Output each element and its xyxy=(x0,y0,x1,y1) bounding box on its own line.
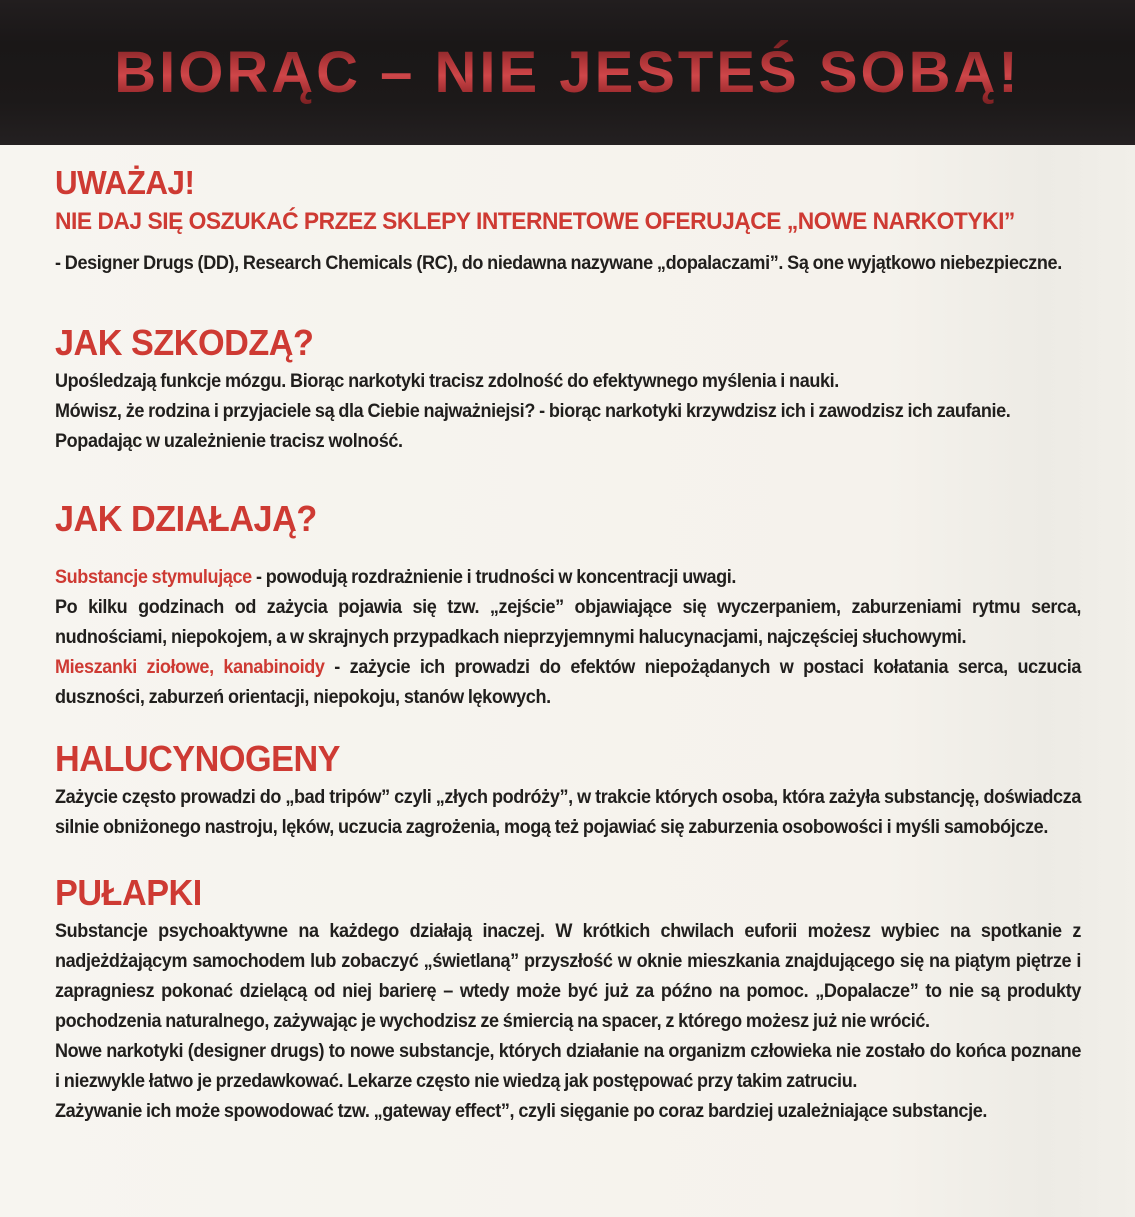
section-jak-szkodza-line-1: Upośledzają funkcje mózgu. Biorąc narkotyki tracisz zdolność do efektywnego myślenia i nauki. xyxy=(55,371,839,392)
paragraph-pulapki-2: Nowe narkotyki (designer drugs) to nowe substancje, których działanie na organizm człowieka nie zostało do końca poznane i niezwykle łatwo je przedawkować. Lekarze często nie wiedzą jak postępować przy takim zatruciu. xyxy=(55,1041,1081,1092)
red-lead-stymulujace: Substancje stymulujące xyxy=(55,567,252,588)
paragraph-pulapki-1: Substancje psychoaktywne na każdego działają inaczej. W krótkich chwilach euforii możesz wybiec na spotkanie z nadjeżdżającym samochodem lub zobaczyć „świetlaną” przyszłość w oknie mieszkania znajdującego się na piątym piętrze i zapragniesz pokonać dzielącą od niej barierę – wtedy może być już za późno na pomoc. „Dopalacze” to nie są produkty pochodzenia naturalnego, zażywając je wychodzisz ze śmiercią na spacer, z którego możesz już nie wrócić. xyxy=(55,921,1081,1032)
content-inner xyxy=(55,165,1081,1127)
section-jak-dzialaja xyxy=(55,499,1081,713)
section-jak-szkodza-heading: JAK SZKODZĄ? xyxy=(55,322,314,363)
section-uwazaj xyxy=(55,165,1081,279)
section-jak-szkodza-line-3: Popadając w uzależnienie tracisz wolność. xyxy=(55,431,403,452)
section-pulapki xyxy=(55,873,1081,1127)
red-lead-mieszanki: Mieszanki ziołowe, kanabinoidy xyxy=(55,657,325,678)
banner-title: BIORĄC – NIE JESTEŚ SOBĄ! xyxy=(114,40,1021,105)
paragraph-stymulujace-text: - powodują rozdrażnienie i trudności w koncentracji uwagi. xyxy=(251,567,737,588)
section-halucynogeny xyxy=(55,739,1081,843)
section-halucynogeny-heading: HALUCYNOGENY xyxy=(55,738,341,779)
paragraph-mieszanki-text: - zażycie ich prowadzi do efektów niepożądanych w postaci kołatania serca, uczucia duszności, zaburzeń orientacji, niepokoju, stanów lękowych. xyxy=(55,657,1082,708)
banner xyxy=(0,0,1135,145)
paragraph-stymulujace xyxy=(55,563,1081,593)
section-uwazaj-heading: UWAŻAJ! xyxy=(55,164,195,201)
paragraph-bad-tripy: Zażycie często prowadzi do „bad tripów” czyli „złych podróży”, w trakcie których osoba, która zażyła substancję, doświadcza silnie obniżonego nastroju, lęków, uczucia zagrożenia, mogą też pojawiać się zaburzenia osobowości i myśli samobójcze. xyxy=(55,787,1081,838)
section-pulapki-heading: PUŁAPKI xyxy=(55,872,202,913)
section-jak-szkodza xyxy=(55,323,1081,457)
paragraph-pulapki-3: Zażywanie ich może spowodować tzw. „gateway effect”, czyli sięganie po coraz bardziej uzależniające substancje. xyxy=(55,1101,988,1122)
section-jak-szkodza-line-2: Mówisz, że rodzina i przyjaciele są dla Ciebie najważniejsi? - biorąc narkotyki krzywdzisz ich i zawodzisz ich zaufanie. xyxy=(55,401,1011,422)
section-jak-dzialaja-heading: JAK DZIAŁAJĄ? xyxy=(55,498,317,539)
section-uwazaj-body-line: - Designer Drugs (DD), Research Chemicals (RC), do niedawna nazywane „dopalaczami”. Są one wyjątkowo niebezpieczne. xyxy=(55,253,1062,274)
paragraph-mieszanki xyxy=(55,653,1081,713)
content xyxy=(0,145,1135,1127)
section-uwazaj-subheading: NIE DAJ SIĘ OSZUKAĆ PRZEZ SKLEPY INTERNETOWE OFERUJĄCE „NOWE NARKOTYKI” xyxy=(55,208,1015,235)
paragraph-zejscie: Po kilku godzinach od zażycia pojawia się tzw. „zejście” objawiające się wyczerpaniem, zaburzeniami rytmu serca, nudnościami, niepokojem, a w skrajnych przypadkach nieprzyjemnymi halucynacjami, najczęściej słuchowymi. xyxy=(55,597,1081,648)
